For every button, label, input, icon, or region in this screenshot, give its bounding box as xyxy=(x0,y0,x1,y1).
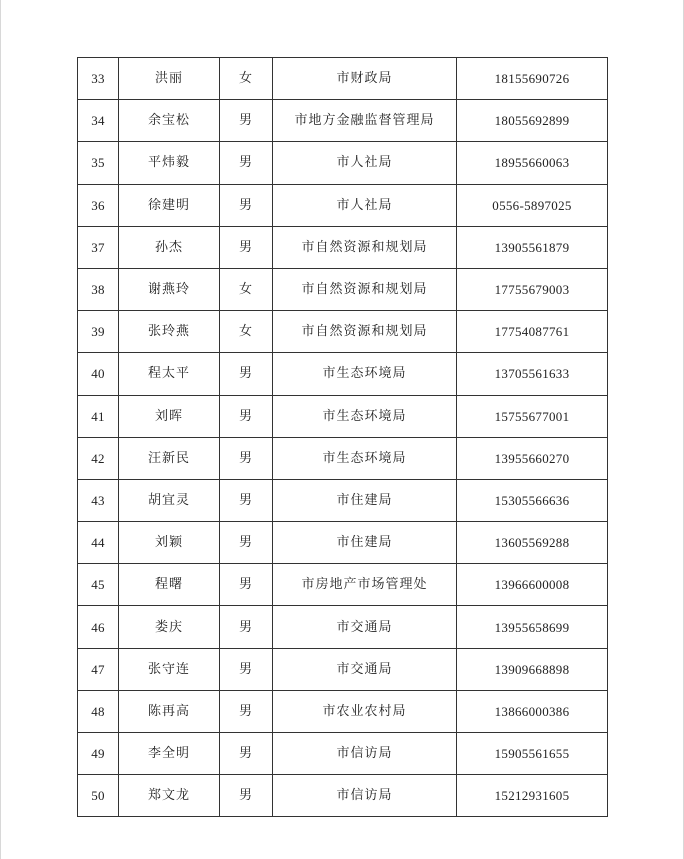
row-number-cell: 33 xyxy=(78,58,119,100)
table-row xyxy=(78,564,608,606)
gender-cell: 女 xyxy=(220,311,273,353)
person-name-cell: 李全明 xyxy=(119,733,220,775)
person-name-cell: 程太平 xyxy=(119,353,220,395)
phone-number-cell: 18055692899 xyxy=(457,100,608,142)
work-unit-cell: 市交通局 xyxy=(273,648,457,690)
phone-number-cell: 17755679003 xyxy=(457,268,608,310)
gender-cell: 男 xyxy=(220,690,273,732)
gender-cell: 男 xyxy=(220,775,273,817)
gender-cell: 女 xyxy=(220,268,273,310)
table-row xyxy=(78,775,608,817)
person-name-cell: 余宝松 xyxy=(119,100,220,142)
person-name-cell: 平炜毅 xyxy=(119,142,220,184)
work-unit-cell: 市农业农村局 xyxy=(273,690,457,732)
work-unit-cell: 市人社局 xyxy=(273,142,457,184)
work-unit-cell: 市交通局 xyxy=(273,606,457,648)
work-unit-cell: 市生态环境局 xyxy=(273,353,457,395)
table-row xyxy=(78,606,608,648)
phone-number-cell: 13605569288 xyxy=(457,522,608,564)
person-name-cell: 程曙 xyxy=(119,564,220,606)
work-unit-cell: 市自然资源和规划局 xyxy=(273,268,457,310)
work-unit-cell: 市住建局 xyxy=(273,522,457,564)
person-name-cell: 陈再高 xyxy=(119,690,220,732)
phone-number-cell: 13966600008 xyxy=(457,564,608,606)
row-number-cell: 38 xyxy=(78,268,119,310)
person-name-cell: 郑文龙 xyxy=(119,775,220,817)
table-row xyxy=(78,226,608,268)
work-unit-cell: 市住建局 xyxy=(273,479,457,521)
person-name-cell: 汪新民 xyxy=(119,437,220,479)
row-number-cell: 48 xyxy=(78,690,119,732)
work-unit-cell: 市生态环境局 xyxy=(273,395,457,437)
phone-number-cell: 13955658699 xyxy=(457,606,608,648)
person-name-cell: 刘晖 xyxy=(119,395,220,437)
gender-cell: 男 xyxy=(220,564,273,606)
row-number-cell: 46 xyxy=(78,606,119,648)
work-unit-cell: 市信访局 xyxy=(273,775,457,817)
phone-number-cell: 0556-5897025 xyxy=(457,184,608,226)
row-number-cell: 44 xyxy=(78,522,119,564)
table-row xyxy=(78,479,608,521)
gender-cell: 男 xyxy=(220,353,273,395)
person-name-cell: 刘颖 xyxy=(119,522,220,564)
gender-cell: 男 xyxy=(220,522,273,564)
phone-number-cell: 13705561633 xyxy=(457,353,608,395)
work-unit-cell: 市生态环境局 xyxy=(273,437,457,479)
phone-number-cell: 18155690726 xyxy=(457,58,608,100)
row-number-cell: 34 xyxy=(78,100,119,142)
work-unit-cell: 市财政局 xyxy=(273,58,457,100)
row-number-cell: 40 xyxy=(78,353,119,395)
work-unit-cell: 市人社局 xyxy=(273,184,457,226)
row-number-cell: 42 xyxy=(78,437,119,479)
row-number-cell: 50 xyxy=(78,775,119,817)
work-unit-cell: 市自然资源和规划局 xyxy=(273,226,457,268)
personnel-table xyxy=(77,57,608,817)
gender-cell: 男 xyxy=(220,479,273,521)
gender-cell: 男 xyxy=(220,437,273,479)
person-name-cell: 孙杰 xyxy=(119,226,220,268)
row-number-cell: 35 xyxy=(78,142,119,184)
person-name-cell: 张玲燕 xyxy=(119,311,220,353)
person-name-cell: 张守连 xyxy=(119,648,220,690)
phone-number-cell: 15905561655 xyxy=(457,733,608,775)
page-edge-left xyxy=(0,0,1,859)
table-row xyxy=(78,395,608,437)
phone-number-cell: 13955660270 xyxy=(457,437,608,479)
gender-cell: 男 xyxy=(220,226,273,268)
table-row xyxy=(78,522,608,564)
gender-cell: 男 xyxy=(220,648,273,690)
table-row xyxy=(78,142,608,184)
table-row xyxy=(78,437,608,479)
row-number-cell: 43 xyxy=(78,479,119,521)
phone-number-cell: 15212931605 xyxy=(457,775,608,817)
gender-cell: 男 xyxy=(220,184,273,226)
table-row xyxy=(78,100,608,142)
table-row xyxy=(78,353,608,395)
phone-number-cell: 15305566636 xyxy=(457,479,608,521)
phone-number-cell: 17754087761 xyxy=(457,311,608,353)
table-row xyxy=(78,311,608,353)
phone-number-cell: 15755677001 xyxy=(457,395,608,437)
personnel-table-body xyxy=(78,58,608,817)
row-number-cell: 41 xyxy=(78,395,119,437)
person-name-cell: 娄庆 xyxy=(119,606,220,648)
table-row xyxy=(78,58,608,100)
person-name-cell: 洪丽 xyxy=(119,58,220,100)
gender-cell: 男 xyxy=(220,606,273,648)
row-number-cell: 47 xyxy=(78,648,119,690)
phone-number-cell: 13909668898 xyxy=(457,648,608,690)
gender-cell: 男 xyxy=(220,100,273,142)
phone-number-cell: 13866000386 xyxy=(457,690,608,732)
gender-cell: 男 xyxy=(220,142,273,184)
work-unit-cell: 市地方金融监督管理局 xyxy=(273,100,457,142)
table-row xyxy=(78,268,608,310)
row-number-cell: 49 xyxy=(78,733,119,775)
phone-number-cell: 13905561879 xyxy=(457,226,608,268)
row-number-cell: 36 xyxy=(78,184,119,226)
gender-cell: 男 xyxy=(220,395,273,437)
work-unit-cell: 市信访局 xyxy=(273,733,457,775)
table-row xyxy=(78,184,608,226)
person-name-cell: 徐建明 xyxy=(119,184,220,226)
person-name-cell: 胡宜灵 xyxy=(119,479,220,521)
row-number-cell: 37 xyxy=(78,226,119,268)
phone-number-cell: 18955660063 xyxy=(457,142,608,184)
work-unit-cell: 市自然资源和规划局 xyxy=(273,311,457,353)
gender-cell: 男 xyxy=(220,733,273,775)
table-row xyxy=(78,690,608,732)
table-row xyxy=(78,733,608,775)
table-row xyxy=(78,648,608,690)
row-number-cell: 45 xyxy=(78,564,119,606)
work-unit-cell: 市房地产市场管理处 xyxy=(273,564,457,606)
row-number-cell: 39 xyxy=(78,311,119,353)
gender-cell: 女 xyxy=(220,58,273,100)
person-name-cell: 谢燕玲 xyxy=(119,268,220,310)
